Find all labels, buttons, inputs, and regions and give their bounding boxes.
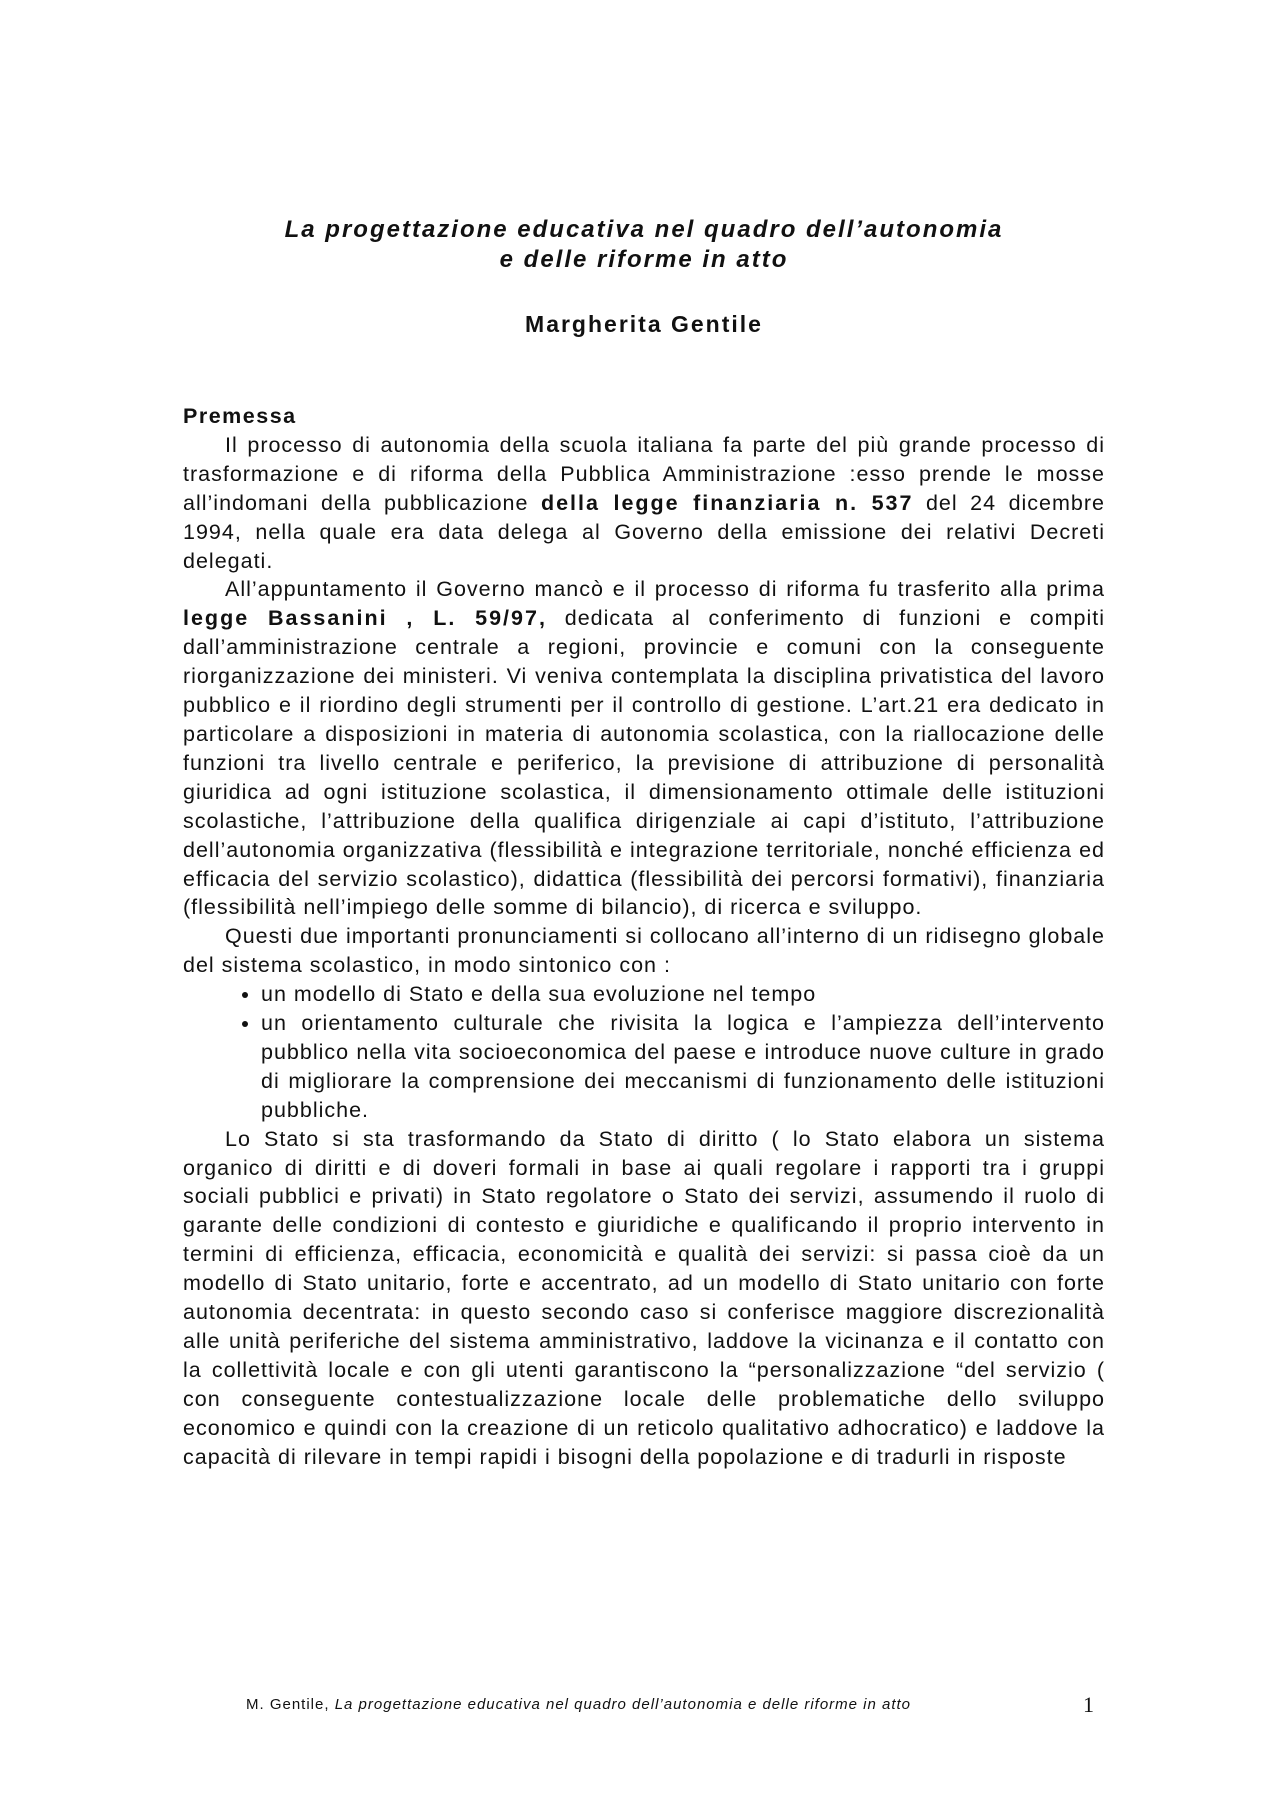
paragraph-2-text-b: dedicata al conferimento di funzioni e compiti dall’amministrazione centrale a regioni, provincie e comuni con la conseguente riorganizzazione dei ministeri. Vi veniva contemplata la disciplina privatistica del lavoro pubblico e il riordino degli strumenti per il controllo di gestione. L’art.21 era dedicato in particolare a disposizioni in materia di autonomia scolastica, con la riallocazione delle funzioni tra livello centrale e periferico, la previsione di attribuzione di personalità giuridica ad ogni istituzione scolastica, il dimensionamento ottimale delle istituzioni scolastiche, l’attribuzione della qualifica dirigenziale ai capi d’istituto, l’attribuzione dell’autonomia organizzativa (flessibilità e integrazione territoriale, nonché efficienza ed efficacia del servizio scolastico), didattica (flessibilità dei percorsi formativi), finanziaria (flessibilità nell’impiego delle somme di bilancio), di ricerca e sviluppo. — [183, 606, 1105, 920]
page-number: 1 — [1083, 1692, 1095, 1717]
section-heading: Premessa — [183, 404, 297, 428]
paragraph-1-text-b: del 24 dicembre 1994, nella quale era data delega al Governo della emissione dei relativi Decreti delegati. — [183, 490, 1105, 573]
document-author: Margherita Gentile — [525, 311, 763, 337]
paragraph-1-text-a: Il processo di autonomia della scuola italiana fa parte del più grande processo di trasformazione e di riforma della Pubblica Amministrazione :esso prende le mosse all’indomani della pubblicazione — [183, 432, 1105, 515]
title-line-2: e delle riforme in atto — [499, 246, 789, 273]
paragraph-4: Lo Stato si sta trasformando da Stato di diritto ( lo Stato elabora un sistema organico di diritti e di doveri formali in base ai quali regolare i rapporti tra i gruppi sociali pubblici e privati) in Stato regolatore o Stato dei servizi, assumendo il ruolo di garante delle condizioni di contesto e giuridiche e qualificando il proprio intervento in termini di efficienza, efficacia, economicità e qualità dei servizi: si passa cioè da un modello di Stato unitario, forte e accentrato, ad un modello di Stato unitario con forte autonomia decentrata: in questo secondo caso si conferisce maggiore discrezionalità alle unità periferiche del sistema amministrativo, laddove la vicinanza e il contatto con la collettività locale e con gli utenti garantiscono la “personalizzazione “del servizio ( con conseguente contestualizzazione locale delle problematiche dello sviluppo economico e quindi con la creazione di un reticolo qualitativo adhocratico) e laddove la capacità di rilevare in tempi rapidi i bisogni della popolazione e di tradurli in risposte — [183, 1126, 1105, 1469]
list-item: • un orientamento culturale che rivisita la logica e l’ampiezza dell’intervento pubblico nella vita socioeconomica del paese e introduce nuove culture in grado di migliorare la comprensione dei meccanismi di funzionamento delle istituzioni pubbliche. — [261, 1009, 1105, 1125]
footer-text — [246, 1696, 911, 1713]
paragraph-3: Questi due importanti pronunciamenti si collocano all’interno di un ridisegno globale del sistema scolastico, in modo sintonico con : — [183, 924, 1105, 978]
document-body — [183, 402, 1105, 1472]
title-line-1: La progettazione educativa nel quadro dell’autonomia — [284, 216, 1004, 243]
footer-title: La progettazione educativa nel quadro dell’autonomia e delle riforme in atto — [334, 1696, 912, 1713]
paragraph-2 — [183, 575, 1105, 922]
paragraph-1-bold: della legge finanziaria n. 537 — [540, 490, 914, 515]
paragraph-2-text-a: All’appuntamento il Governo mancò e il processo di riforma fu trasferito alla prima — [225, 577, 1105, 602]
bullet-list — [183, 980, 1105, 1125]
document-title — [183, 215, 1105, 275]
list-item: • un modello di Stato e della sua evoluzione nel tempo — [261, 980, 1105, 1009]
paragraph-1 — [183, 431, 1105, 576]
footer-author: M. Gentile, — [246, 1696, 335, 1713]
paragraph-2-bold: legge Bassanini , L. 59/97, — [183, 606, 547, 631]
